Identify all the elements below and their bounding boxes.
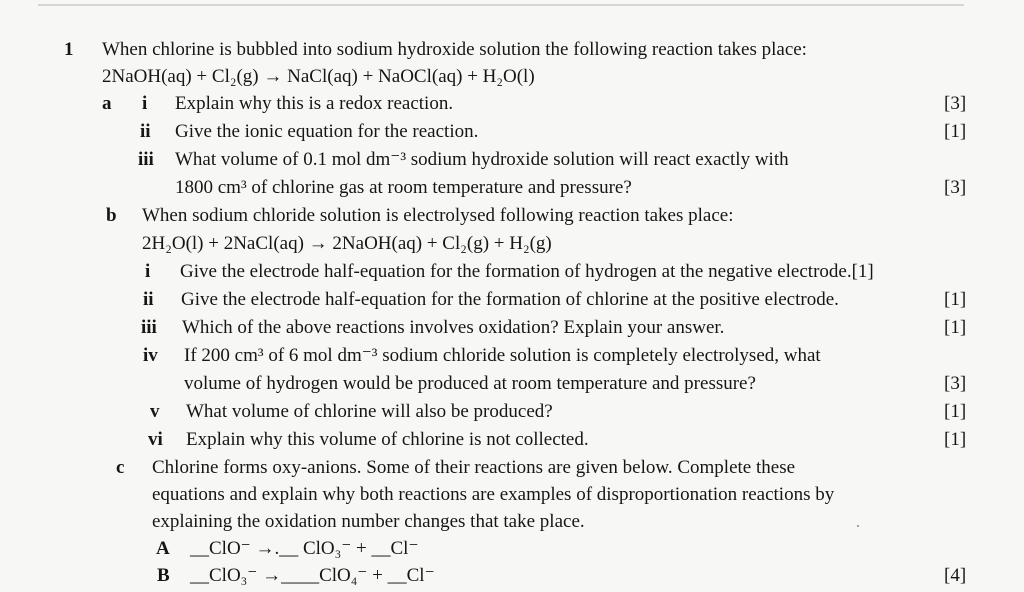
question-number: 1 [64,39,74,60]
part-a-iii-label: iii [138,149,154,170]
part-b-i-text: Give the electrode half-equation for the formation of hydrogen at the negative electrode.[1] [180,261,874,282]
part-a-ii-text: Give the ionic equation for the reaction. [175,121,479,142]
part-b-iv-marks: [3] [944,373,967,394]
part-b-v-label: v [150,401,160,422]
part-b-ii-text: Give the electrode half-equation for the formation of chlorine at the positive electrode. [181,289,839,310]
part-a-i-text: Explain why this is a redox reaction. [175,93,454,114]
part-b-iv-text-cont: volume of hydrogen would be produced at room temperature and pressure? [184,373,756,394]
stray-dot [857,525,859,527]
part-c-marks: [4] [944,565,967,586]
part-b-label: b [106,205,117,226]
part-b-i-label: i [145,261,151,282]
part-b-vi-text: Explain why this volume of chlorine is not collected. [186,429,589,450]
part-b-iv-text: If 200 cm³ of 6 mol dm⁻³ sodium chloride solution is completely electrolysed, what [184,345,821,366]
part-c-line-3: explaining the oxidation number changes that take place. [152,511,585,532]
part-a-iii-text: What volume of 0.1 mol dm⁻³ sodium hydroxide solution will react exactly with [175,149,789,170]
part-b-iii-marks: [1] [944,317,967,338]
part-b-vi-label: vi [148,429,163,450]
part-b-v-text: What volume of chlorine will also be produced? [186,401,553,422]
equation-a: __ClO⁻ →.__ ClO₃⁻ + __Cl⁻ [190,538,419,559]
part-b-equation: 2H₂O(l) + 2NaCl(aq) → 2NaOH(aq) + Cl₂(g) + H₂(g) [142,233,552,254]
part-c-line-2: equations and explain why both reactions are examples of disproportionation reactions by [152,484,835,505]
part-b-iii-text: Which of the above reactions involves oxidation? Explain your answer. [182,317,725,338]
part-b-iii-label: iii [141,317,157,338]
part-b-text: When sodium chloride solution is electrolysed following reaction takes place: [142,205,734,226]
intro-text: When chlorine is bubbled into sodium hydroxide solution the following reaction takes place: [102,39,807,60]
part-b-ii-marks: [1] [944,289,967,310]
part-b-v-marks: [1] [944,401,967,422]
part-a-ii-label: ii [140,121,151,142]
part-b-vi-marks: [1] [944,429,967,450]
top-rule [38,4,964,6]
part-b-ii-label: ii [143,289,154,310]
part-a-i-label: i [142,93,148,114]
equation-b: __ClO₃⁻ →____ClO₄⁻ + __Cl⁻ [190,565,435,586]
part-a-iii-text-cont: 1800 cm³ of chlorine gas at room temperature and pressure? [175,177,632,198]
equation-a-label: A [156,538,170,559]
part-a-ii-marks: [1] [944,121,967,142]
part-c-label: c [116,457,125,478]
intro-equation: 2NaOH(aq) + Cl₂(g) → NaCl(aq) + NaOCl(aq) + H₂O(l) [102,66,535,87]
equation-b-label: B [157,565,170,586]
part-a-label: a [102,93,112,114]
part-a-i-marks: [3] [944,93,967,114]
part-c-line-1: Chlorine forms oxy-anions. Some of their reactions are given below. Complete these [152,457,796,478]
part-b-iv-label: iv [143,345,158,366]
part-a-iii-marks: [3] [944,177,967,198]
